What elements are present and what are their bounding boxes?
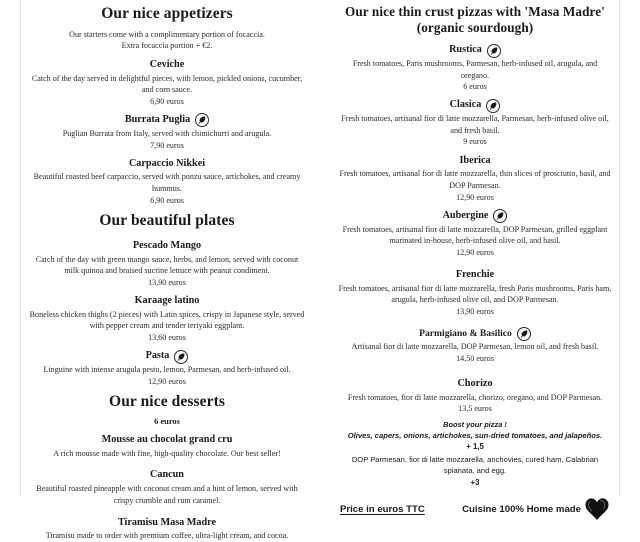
item-description: Fresh tomatoes, Paris mushrooms, Parmesan, herb-infused oil, arugula, and oregano. [352,58,598,80]
item-name-text: Pescado Mango [132,239,202,251]
vegetarian-leaf-icon [493,209,507,223]
vegetarian-leaf-icon [195,113,209,127]
menu-item [26,428,308,459]
vegetarian-leaf-icon [487,44,501,58]
item-price: 12,90 euros [148,376,186,386]
menu-item [26,108,308,152]
item-price: 14,50 euros [456,353,494,363]
menu-item [26,511,308,542]
item-name-text: Rustica [449,44,482,56]
item-description: Catch of the day with green mango sauce, herbs, and lemon, served with coconut milk quinoa and braised sucrine lettuce with peanut condiment. [35,254,299,276]
item-description: Fresh tomatoes, artisanal fior di latte mozzarella, thin slices of prosciutto, basil, and DOP Parmesan. [339,169,611,191]
menu-item [336,93,614,148]
menu-item [336,372,614,416]
pizzas-heading-line2: (organic sourdough) [416,20,534,36]
section-title-appetizers: Our nice appetizers [101,5,233,22]
appetizers-intro [26,29,308,52]
left-edge-rule [20,0,21,495]
home-made-label: Cuisine 100% Home made [462,503,581,515]
desserts-price: 6 euros [154,416,180,426]
menu-item [26,53,308,108]
item-name-text: Mousse au chocolat grand cru [101,434,233,446]
item-name [129,157,205,172]
menu-item [336,263,614,318]
item-name [450,98,501,113]
home-made-note [462,497,610,521]
right-column [320,0,640,515]
item-name [125,113,209,128]
item-name-text: Carpaccio Nikkei [128,157,206,169]
menu-item [336,38,614,93]
item-price: 6,90 euros [150,195,184,205]
item-price: 12,90 euros [456,247,494,257]
item-price: 6,90 euros [150,96,184,106]
menu-item [26,463,308,506]
vegetarian-leaf-icon [174,350,188,364]
item-price: 9 euros [463,137,487,147]
item-name [102,433,233,448]
item-description: Linguine with intense arugula pesto, lemon, Parmesan, and herb-infused oil. [43,364,291,374]
item-description: Artisanal fior di latte mozzarella, DOP Parmesan, lemon oil, and fresh basil. [351,342,599,352]
item-name-text: Cancun [150,469,184,481]
boost-title: Boost your pizza ! [443,419,507,429]
boost-tier2-price: +3 [470,477,480,487]
item-description: Fresh tomatoes, artisanal fior di latte mozzarella, fresh Paris mushrooms, Paris ham, arugula, herb-infused olive oil, and DOP Parmesan. [338,283,612,305]
pizzas-heading-line1: Our nice thin crust pizzas with 'Masa Madre' [345,4,605,19]
menu-item [336,322,614,365]
item-name [150,468,184,483]
boost-your-pizza-block [336,416,614,490]
item-name-text: Karaage latino [134,294,200,306]
item-description: Fresh tomatoes, fior di latte mozzarella, chorizo, oregano, and DOP Parmesan. [347,392,603,402]
item-description: Boneless chicken thighs (2 pieces) with Latin spices, crispy in Japanese style, served with pepper cream and tender teriyaki eggplant. [29,309,305,331]
item-price: 13,90 euros [148,277,186,287]
heart-icon [584,497,610,521]
item-name-text: Iberica [459,154,491,166]
item-description: Tiramisu made to order with premium coffee, ultra-light cream, and cocoa. [45,531,289,541]
item-name [135,294,200,309]
item-name [118,516,216,531]
item-name [133,239,201,254]
menu-item [26,234,308,289]
item-price: 12,90 euros [456,192,494,202]
item-description: Beautiful roasted pineapple with coconut cream and a hint of lemon, served with crispy crumble and rum caramel. [36,484,298,505]
boost-tier1-price: + 1,5 [466,442,484,452]
item-name-text: Chorizo [457,377,493,389]
item-price: 13,5 euros [458,404,492,414]
section-title-plates: Our beautiful plates [99,211,235,229]
vegetarian-leaf-icon [517,327,531,341]
appetizers-intro-line2: Extra focaccia portion + €2. [121,41,213,51]
item-name [459,154,490,169]
item-name [146,349,189,364]
item-price: 6 euros [463,82,487,92]
item-name-text: Tiramisu Masa Madre [117,516,217,528]
item-price: 7,90 euros [150,140,184,150]
item-description: A rich mousse made with fine, high-quality chocolate. Our best seller! [53,448,281,458]
item-name-text: Parmigiano & Basilico [419,328,512,340]
vegetarian-leaf-icon [486,99,500,113]
menu-item [26,289,308,344]
item-name [419,327,531,341]
item-name [449,43,501,58]
item-name [150,58,185,73]
item-name-text: Clasica [449,99,482,111]
section-title-desserts: Our nice desserts [109,392,225,410]
item-description: Fresh tomatoes, artisanal fior di latte mozzarella, DOP Parmesan, grilled eggplant marinated in-house, herb-infused olive oil, and basil. [342,224,608,246]
menu-item [26,152,308,207]
left-column [0,0,320,541]
item-name-text: Burrata Puglia [124,114,191,126]
menu-item [336,204,614,259]
item-price: 13,90 euros [456,307,494,317]
item-name-text: Ceviche [149,58,185,70]
item-description: Fresh tomatoes, artisanal fior di latte mozzarella, Parmesan, herb-infused olive oil, and fresh basil. [341,114,609,135]
menu-item [336,149,614,204]
section-title-pizzas [336,0,614,38]
appetizers-intro-line1: Our starters come with a complimentary portion of focaccia. [69,29,265,39]
item-price: 13,60 euros [148,333,186,343]
menu-footer [336,489,614,521]
item-description: Beautiful roasted beef carpaccio, served with ponzu sauce, artichokes, and creamy hummus. [33,172,301,194]
item-name-text: Aubergine [442,209,489,221]
item-name [457,377,492,392]
right-edge-rule [619,0,620,495]
item-name-text: Frenchie [455,269,495,280]
item-description: Catch of the day served in delightful pieces, with lemon, pickled onions, cucumber, and corn sauce. [31,73,303,95]
boost-tier2-items: DOP Parmesan, fior di latte mozzarella, anchovies, cured ham, Calabrian spianata, and egg. [351,454,599,476]
menu-item [26,344,308,388]
price-note: Price in euros TTC [340,503,425,515]
item-name [443,209,508,224]
item-name-text: Pasta [145,350,170,362]
item-description: Puglian Burrata from Italy, served with chimichurri and arugula. [62,128,272,138]
boost-tier1-items: Olives, capers, onions, artichokes, sun-dried tomatoes, and jalapeños. [347,430,603,440]
item-name [456,268,494,283]
